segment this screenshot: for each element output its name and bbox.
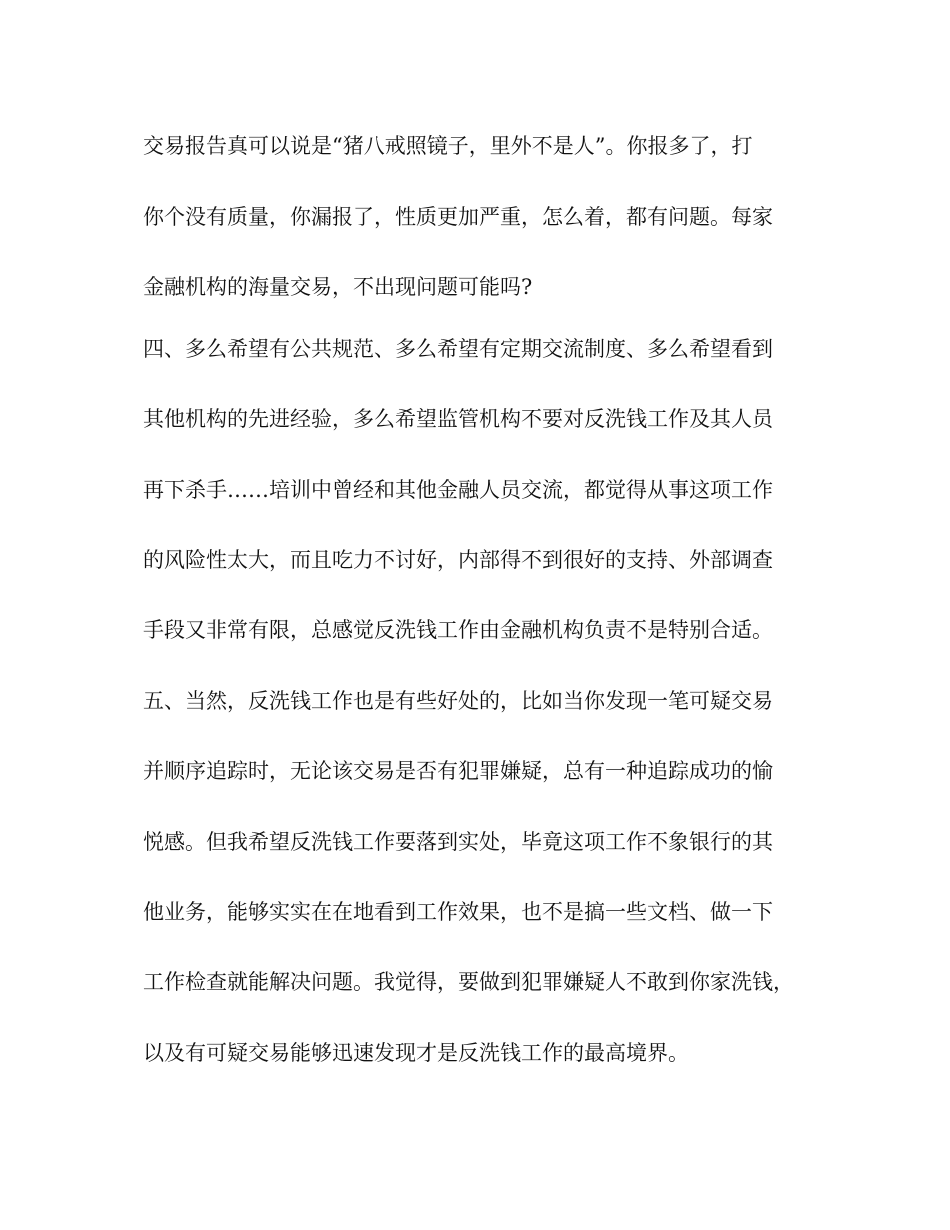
text-line: 的风险性太大，而且吃力不讨好，内部得不到很好的支持、外部调查: [143, 548, 773, 572]
text-line: 四、多么希望有公共规范、多么希望有定期交流制度、多么希望看到: [143, 337, 773, 361]
text-line: 并顺序追踪时，无论该交易是否有犯罪嫌疑，总有一种追踪成功的愉: [143, 759, 773, 783]
text-line: 手段又非常有限，总感觉反洗钱工作由金融机构负责不是特别合适。: [143, 618, 773, 642]
text-line: 金融机构的海量交易，不出现问题可能吗?: [143, 275, 533, 299]
text-line: 你个没有质量，你漏报了，性质更加严重，怎么着，都有问题。每家: [143, 205, 773, 229]
text-line: 悦感。但我希望反洗钱工作要落到实处，毕竟这项工作不象银行的其: [143, 830, 773, 854]
text-line: 他业务，能够实实在在地看到工作效果，也不是搞一些文档、做一下: [143, 900, 773, 924]
text-line: 再下杀手……培训中曾经和其他金融人员交流，都觉得从事这项工作: [143, 478, 773, 502]
text-line: 以及有可疑交易能够迅速发现才是反洗钱工作的最高境界。: [143, 1041, 689, 1065]
text-line: 五、当然，反洗钱工作也是有些好处的，比如当你发现一笔可疑交易: [143, 689, 773, 713]
text-line: 工作检查就能解决问题。我觉得，要做到犯罪嫌疑人不敢到你家洗钱，: [143, 970, 794, 994]
text-line: 交易报告真可以说是“猪八戒照镜子，里外不是人”。你报多了，打: [143, 134, 753, 158]
text-line: 其他机构的先进经验，多么希望监管机构不要对反洗钱工作及其人员: [143, 407, 773, 431]
